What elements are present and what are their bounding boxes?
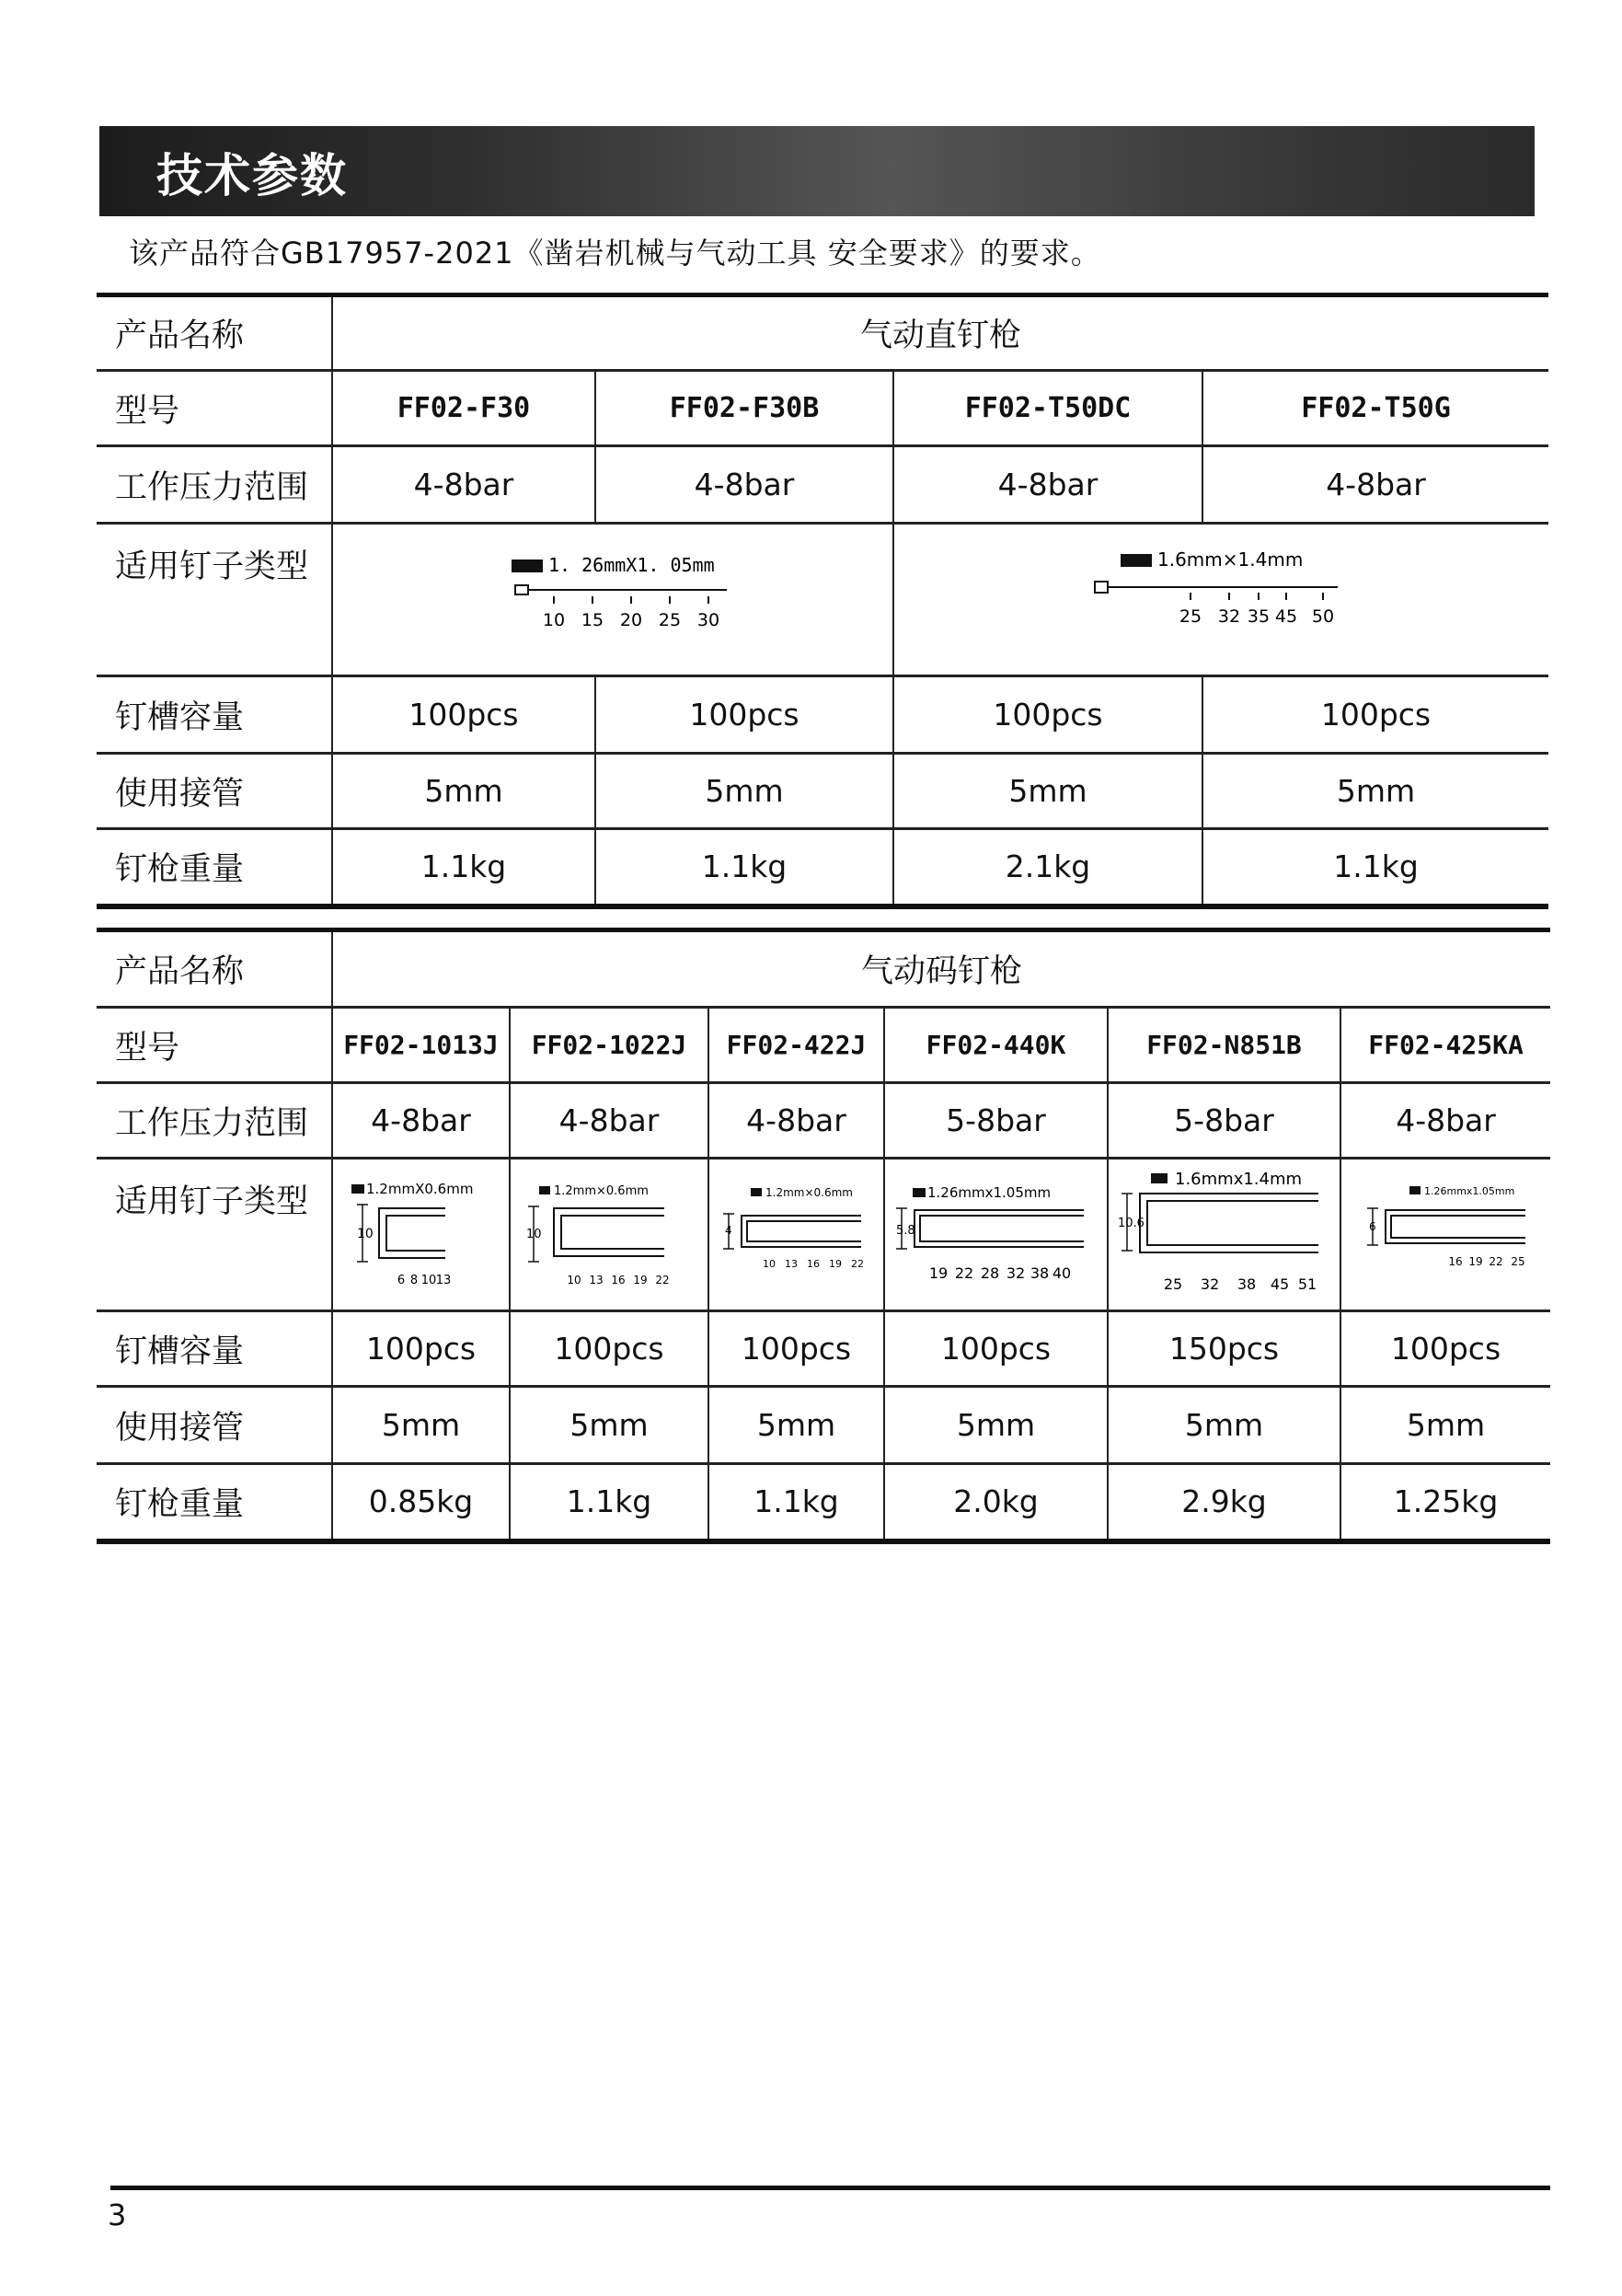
nail-cross-section-icon [1121,554,1152,567]
nail-cross-section-icon [512,560,543,572]
length-tick-label: 32 [1006,1263,1025,1282]
length-tick-label: 20 [619,609,643,630]
length-tick-label: 25 [1510,1254,1525,1268]
row-label-model: 型号 [97,1008,332,1083]
length-tick-label: 10 [542,609,566,630]
length-tick-label: 22 [655,1273,670,1286]
capacity-cell: 100pcs [884,1311,1108,1387]
model-cell: FF02-F30 [332,371,595,446]
length-tick-label: 28 [980,1263,999,1282]
length-tick-label: 32 [1200,1275,1219,1293]
table-row [97,930,1550,1008]
weight-cell: 2.9kg [1108,1464,1340,1541]
staple-icon [915,1210,1084,1247]
hose-cell: 5mm [1340,1387,1550,1464]
product-name-cell: 气动直钉枪 [332,295,1548,371]
length-tick-label: 22 [954,1263,973,1282]
table-row [97,754,1548,829]
page-number: 3 [108,2198,127,2233]
table-row [97,1387,1550,1464]
hose-cell: 5mm [1202,754,1548,829]
table-row [97,524,1548,676]
model-cell: FF02-425KA [1340,1008,1550,1083]
crown-width-label: 10.6 [1117,1216,1145,1230]
brad-nail-icon [515,585,727,594]
section-banner [99,126,1535,216]
brad-nail-diagram [1084,550,1360,642]
row-label-weight: 钉枪重量 [97,1464,332,1541]
compliance-note: 该产品符合GB17957-2021《凿岩机械与气动工具 安全要求》的要求。 [129,236,1101,271]
length-tick-label: 45 [1274,606,1297,627]
brad-nail-diagram-cell [332,524,893,676]
table-row [97,676,1548,754]
stapler-spec-table [97,928,1550,1544]
staple-diagram [1114,1162,1335,1300]
table-row [97,1083,1550,1159]
weight-cell: 1.1kg [332,829,595,906]
staple-size-label: 1.26mmx1.05mm [926,1183,1051,1201]
row-label-nail-type: 适用钉子类型 [97,1159,332,1311]
weight-cell: 2.0kg [884,1464,1108,1541]
length-tick-label: 13 [589,1273,604,1286]
nail-size-label: 1.6mm×1.4mm [1156,549,1303,571]
length-tick-label: 19 [928,1263,948,1282]
hose-cell: 5mm [332,754,595,829]
staple-icon [379,1208,445,1258]
row-label-product-name: 产品名称 [97,930,332,1008]
weight-cell: 1.1kg [708,1464,884,1541]
crown-width-label: 10 [526,1227,542,1241]
length-tick-label: 10 [567,1273,581,1286]
staple-cross-section-icon [913,1188,926,1197]
table-row [97,295,1548,371]
model-cell: FF02-F30B [595,371,893,446]
row-label-product-name: 产品名称 [97,295,332,371]
length-tick-label: 35 [1247,606,1270,627]
staple-diagram-cell [1108,1159,1340,1311]
hose-cell: 5mm [332,1387,510,1464]
staple-cross-section-icon [539,1186,550,1194]
staple-size-label: 1.6mmx1.4mm [1174,1169,1302,1189]
staple-icon [554,1208,664,1256]
capacity-cell: 100pcs [1202,676,1548,754]
row-label-model: 型号 [97,371,332,446]
row-label-capacity: 钉槽容量 [97,1311,332,1387]
brad-nail-diagram-cell [893,524,1548,676]
length-tick-label: 19 [828,1257,842,1270]
pressure-cell: 4-8bar [893,446,1202,524]
hose-cell: 5mm [510,1387,708,1464]
length-tick-label: 6 [397,1273,405,1287]
length-tick-label: 38 [1237,1275,1256,1293]
model-cell: FF02-440K [884,1008,1108,1083]
capacity-cell: 100pcs [332,1311,510,1387]
pressure-cell: 4-8bar [708,1083,884,1159]
model-cell: FF02-1013J [332,1008,510,1083]
table-row [97,1464,1550,1541]
length-tick-label: 32 [1217,606,1240,627]
hose-cell: 5mm [884,1387,1108,1464]
weight-cell: 1.1kg [510,1464,708,1541]
staple-diagram-cell [332,1159,510,1311]
length-tick-label: 19 [1467,1254,1483,1268]
capacity-cell: 100pcs [708,1311,884,1387]
pressure-cell: 4-8bar [595,446,893,524]
pressure-cell: 4-8bar [1202,446,1548,524]
staple-diagram [891,1162,1102,1300]
staple-icon [742,1216,861,1247]
capacity-cell: 100pcs [332,676,595,754]
brad-nail-icon [1095,582,1338,593]
staple-size-label: 1.26mmx1.05mm [1423,1184,1514,1197]
length-tick-label: 22 [1488,1254,1503,1268]
length-tick-label: 25 [1163,1275,1182,1293]
length-tick-label: 51 [1297,1275,1317,1293]
pressure-cell: 4-8bar [510,1083,708,1159]
footer-divider [110,2186,1550,2190]
length-tick-label: 10 [762,1257,776,1270]
model-cell: FF02-T50G [1202,371,1548,446]
table-row [97,446,1548,524]
row-label-weight: 钉枪重量 [97,829,332,906]
length-tick-label: 22 [850,1257,864,1270]
staple-diagram [1354,1162,1538,1300]
length-tick-label: 40 [1052,1263,1071,1282]
pressure-cell: 4-8bar [1340,1083,1550,1159]
pressure-cell: 5-8bar [884,1083,1108,1159]
row-label-pressure: 工作压力范围 [97,446,332,524]
brad-nailer-spec-table [97,293,1548,909]
length-tick-label: 16 [611,1273,626,1286]
weight-cell: 1.1kg [1202,829,1548,906]
nail-size-label: 1. 26mmX1. 05mm [548,553,715,576]
capacity-cell: 100pcs [1340,1311,1550,1387]
length-tick-label: 25 [1179,606,1202,627]
length-tick-label: 50 [1311,606,1334,627]
capacity-cell: 100pcs [595,676,893,754]
brad-nail-diagram [475,550,751,642]
staple-diagram [517,1162,701,1300]
crown-width-label: 6 [1368,1219,1376,1233]
crown-width-label: 5.8 [895,1223,915,1238]
hose-cell: 5mm [708,1387,884,1464]
table-row [97,829,1548,906]
capacity-cell: 100pcs [510,1311,708,1387]
length-tick-label: 15 [581,609,604,630]
staple-diagram-cell [510,1159,708,1311]
staple-diagram-cell [708,1159,884,1311]
table-row [97,1159,1550,1311]
row-label-hose: 使用接管 [97,754,332,829]
table-row [97,1311,1550,1387]
length-tick-label: 13 [784,1257,798,1270]
model-cell: FF02-422J [708,1008,884,1083]
length-tick-label: 38 [1030,1263,1049,1282]
length-tick-label: 8 [409,1273,418,1287]
staple-cross-section-icon [351,1184,364,1194]
weight-cell: 2.1kg [893,829,1202,906]
staple-diagram-cell [1340,1159,1550,1311]
hose-cell: 5mm [1108,1387,1340,1464]
row-label-pressure: 工作压力范围 [97,1083,332,1159]
pressure-cell: 4-8bar [332,446,595,524]
row-label-hose: 使用接管 [97,1387,332,1464]
staple-icon [1386,1210,1525,1243]
length-tick-label: 30 [696,609,720,630]
weight-cell: 0.85kg [332,1464,510,1541]
section-title: 技术参数 [156,149,348,202]
staple-cross-section-icon [1151,1173,1168,1183]
model-cell: FF02-T50DC [893,371,1202,446]
capacity-cell: 100pcs [893,676,1202,754]
row-label-nail-type: 适用钉子类型 [97,524,332,676]
capacity-cell: 150pcs [1108,1311,1340,1387]
pressure-cell: 4-8bar [332,1083,510,1159]
length-tick-label: 19 [633,1273,648,1286]
staple-size-label: 1.2mmX0.6mm [365,1180,473,1197]
length-tick-label: 13 [435,1273,451,1287]
staple-cross-section-icon [751,1188,762,1196]
staple-size-label: 1.2mm×0.6mm [765,1185,853,1199]
crown-width-label: 10 [356,1226,374,1241]
table-row [97,371,1548,446]
staple-diagram-cell [884,1159,1108,1311]
model-cell: FF02-1022J [510,1008,708,1083]
staple-icon [1140,1194,1318,1252]
length-tick-label: 10 [420,1273,436,1287]
crown-width-label: 4 [724,1223,732,1237]
product-name-cell: 气动码钉枪 [332,930,1550,1008]
row-label-capacity: 钉槽容量 [97,676,332,754]
length-tick-label: 25 [658,609,682,630]
length-tick-label: 45 [1270,1275,1289,1293]
hose-cell: 5mm [893,754,1202,829]
hose-cell: 5mm [595,754,893,829]
length-tick-label: 16 [1447,1254,1463,1268]
length-tick-label: 16 [806,1257,820,1270]
weight-cell: 1.25kg [1340,1464,1550,1541]
staple-size-label: 1.2mm×0.6mm [554,1183,649,1198]
staple-diagram [339,1162,504,1300]
model-cell: FF02-N851B [1108,1008,1340,1083]
staple-diagram [714,1162,880,1300]
table-row [97,1008,1550,1083]
staple-cross-section-icon [1409,1186,1421,1194]
pressure-cell: 5-8bar [1108,1083,1340,1159]
weight-cell: 1.1kg [595,829,893,906]
